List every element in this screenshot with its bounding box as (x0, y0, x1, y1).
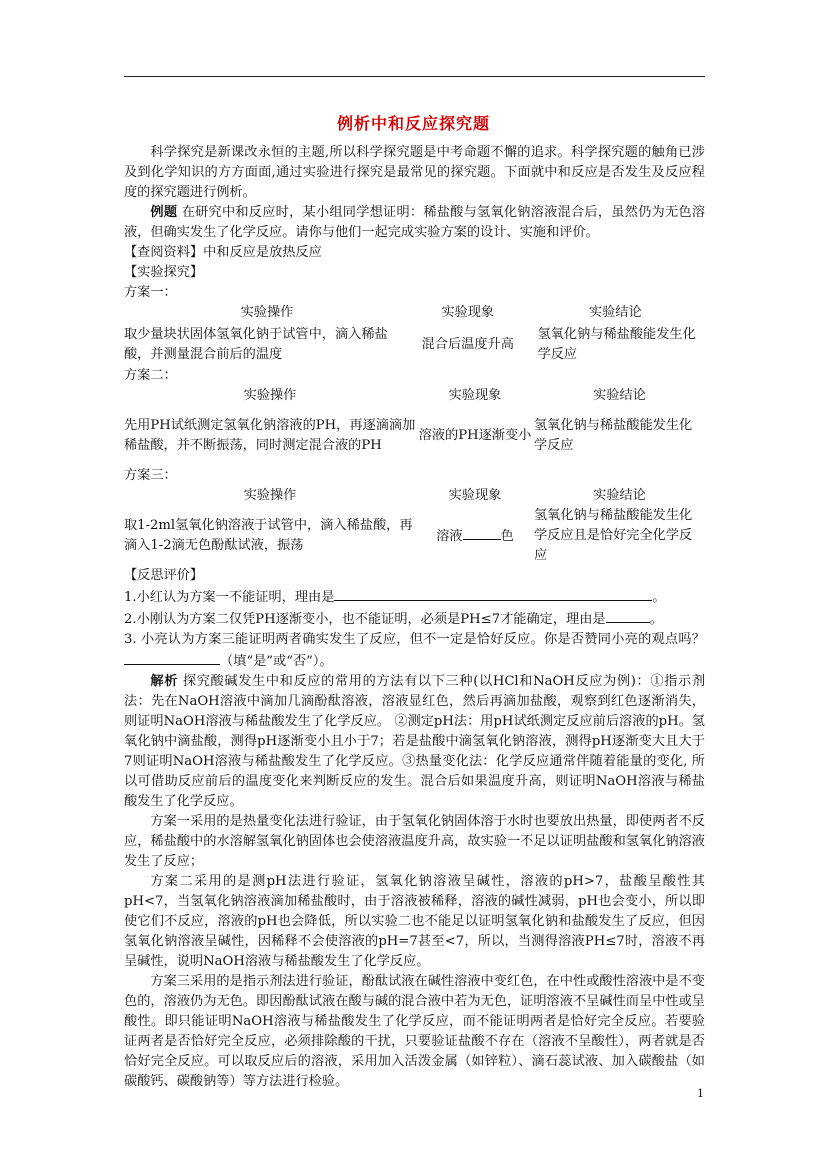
phenomenon-suffix: 色 (500, 529, 514, 544)
document-body (124, 143, 705, 1092)
conclusion-cell: 氢氧化钠与稀盐酸能发生化学反应且是恰好完全化学反应 (534, 508, 693, 563)
analysis-plan-2: 方案二采用的是测pH法进行验证，氢氧化钠溶液呈碱性，溶液的pH>7，盐酸呈酸性其pH<7，当氢氧化钠溶液滴加稀盐酸时，由于溶液被稀释，溶液的碱性减弱，pH也会变小，所以即使它们不反应，溶液的pH也会降低，所以实验二也不能足以证明氢氧化钠和盐酸发生了反应，但因氢氧化钠溶液呈碱性，因稀释不会使溶液的pH=7甚至<7，所以，当测得溶液PH≤7时，溶液不再呈碱性，说明NaOH溶液与稀盐酸发生了化学反应。 (124, 874, 705, 969)
analysis-text: 探究酸碱发生中和反应的常用的方法有以下三种(以HCl和NaOH反应为例)：①指示剂法：先在NaOH溶液中滴加几滴酚酞溶液，溶液显红色，然后再滴加盐酸，观察到红色逐渐消失，则证明NaOH溶液与稀盐酸发生了化学反应。 ②测定pH法：用pH试纸测定反应前后溶液的pH。氢氧化钠中滴盐酸，测得pH逐渐变小且小于7；若是盐酸中滴氢氧化钠溶液，测得pH逐渐变大且大于7则证明NaOH溶液与稀盐酸发生了化学反应。③热量变化法：化学反应通常伴随着能量的变化, 所以可借助反应前后的温度变化来判断反应的发生。混合后如果温度升高，则证明NaOH溶液与稀盐酸发生了化学反应。 (124, 674, 706, 809)
plan-table (124, 486, 705, 566)
question-1-text: 1.小红认为方案一不能证明，理由是 (124, 590, 335, 605)
answer-blank[interactable] (124, 650, 220, 665)
example-paragraph (124, 203, 705, 243)
color-answer-blank[interactable] (463, 525, 501, 540)
analysis-label: 解析 (150, 674, 179, 689)
phenomenon-cell (416, 506, 534, 566)
analysis-plan-3: 方案三采用的是指示剂法进行验证，酚酞试液在碱性溶液中变红色，在中性或酸性溶液中是不变色的，溶液仍为无色。即因酚酞试液在酸与碱的混合液中若为无色，证明溶液不呈碱性而呈中性或呈酸性。即只能证明NaOH溶液与稀盐酸发生了化学反应，而不能证明两者是恰好完全反应。若要验证两者是否恰好完全反应，必须排除酸的干扰，只要验证盐酸不存在（溶液不呈酸性），两者就是否恰好完全反应。可以取反应后的溶液，采用加入活泼金属（如锌粒）、滴石蕊试液、加入碳酸盐（如碳酸钙、碳酸钠等）等方法进行检验。 (124, 974, 705, 1089)
phenomenon-prefix: 溶液 (436, 529, 463, 544)
plan-label: 方案三： (124, 468, 177, 483)
reference-line: 【查阅资料】中和反应是放热反应 (124, 245, 322, 260)
table-header-phenomenon: 实验现象 (448, 388, 502, 403)
phenomenon-cell: 溶液的PH逐渐变小 (418, 428, 532, 443)
page-number: 1 (697, 1087, 704, 1100)
analysis-paragraph (124, 672, 705, 812)
page-title: 例析中和反应探究题 (336, 114, 490, 133)
operation-cell: 取1-2ml氢氧化钠溶液于试管中，滴入稀盐酸，再滴入1-2滴无色酚酞试液，振荡 (124, 518, 413, 553)
question-3 (124, 630, 705, 672)
question-2-text: 2.小刚认为方案二仅凭PH逐渐变小，也不能证明，必须是PH≤7才能确定，理由是 (124, 612, 606, 627)
question-1-end: 。 (652, 590, 666, 605)
plan-table (124, 303, 705, 366)
question-2 (124, 608, 705, 630)
table-header-conclusion: 实验结论 (593, 388, 646, 403)
analysis-plan-1: 方案一采用的是热量变化法进行验证，由于氢氧化钠固体溶于水时也要放出热量，即使两者不反应，稀盐酸中的水溶解氢氧化钠固体也会使溶液温度升高，故实验一不足以证明盐酸和氢氧化钠溶液发生了反应； (124, 814, 705, 869)
table-header-phenomenon: 实验现象 (441, 305, 495, 320)
operation-cell: 取少量块状固体氢氧化钠于试管中，滴入稀盐酸，并测量混合前后的温度 (124, 326, 388, 362)
explore-heading: 【实验探究】 (124, 265, 204, 280)
plan-table (124, 386, 705, 466)
intro-paragraph: 科学探究是新课改永恒的主题,所以科学探究题是中考命题不懈的追求。科学探究题的触角已涉及到化学知识的方方面面,通过实验进行探究是最常见的探究题。下面就中和反应是否发生及反应程度的探究题进行例析。 (124, 145, 705, 200)
conclusion-cell: 氢氧化钠与稀盐酸能发生化学反应 (537, 326, 696, 362)
phenomenon-cell: 混合后温度升高 (421, 336, 514, 352)
question-2-end: 。 (649, 612, 663, 627)
answer-blank[interactable] (334, 586, 652, 601)
table-header-conclusion: 实验结论 (593, 488, 646, 503)
plan-label: 方案二： (124, 368, 177, 383)
table-header-operation: 实验操作 (243, 488, 297, 503)
header-rule (124, 76, 705, 77)
question-3-text: 3. 小亮认为方案三能证明两者确实发生了反应，但不一定是恰好反应。你是否赞同小亮的观点吗？ (124, 632, 705, 647)
answer-blank[interactable] (606, 608, 650, 623)
operation-cell: 先用PH试纸测定氢氧化钠溶液的PH，再逐滴滴加稀盐酸，并不断振荡，同时测定混合液的PH (124, 418, 416, 453)
question-3-end: （填“是”或“否”）。 (220, 654, 333, 669)
table-header-phenomenon: 实验现象 (448, 488, 502, 503)
table-header-operation: 实验操作 (240, 305, 294, 320)
conclusion-cell: 氢氧化钠与稀盐酸能发生化学反应 (534, 418, 693, 453)
question-1 (124, 586, 705, 608)
plan-label: 方案一： (124, 285, 177, 300)
table-header-conclusion: 实验结论 (588, 305, 642, 320)
example-label: 例题 (150, 205, 178, 220)
reflect-heading: 【反思评价】 (124, 568, 204, 583)
example-text: 在研究中和反应时，某小组同学想证明：稀盐酸与氢氧化钠溶液混合后，虽然仍为无色溶液，但确实发生了化学反应。请你与他们一起完成实验方案的设计、实施和评价。 (124, 205, 706, 240)
table-header-operation: 实验操作 (243, 388, 297, 403)
